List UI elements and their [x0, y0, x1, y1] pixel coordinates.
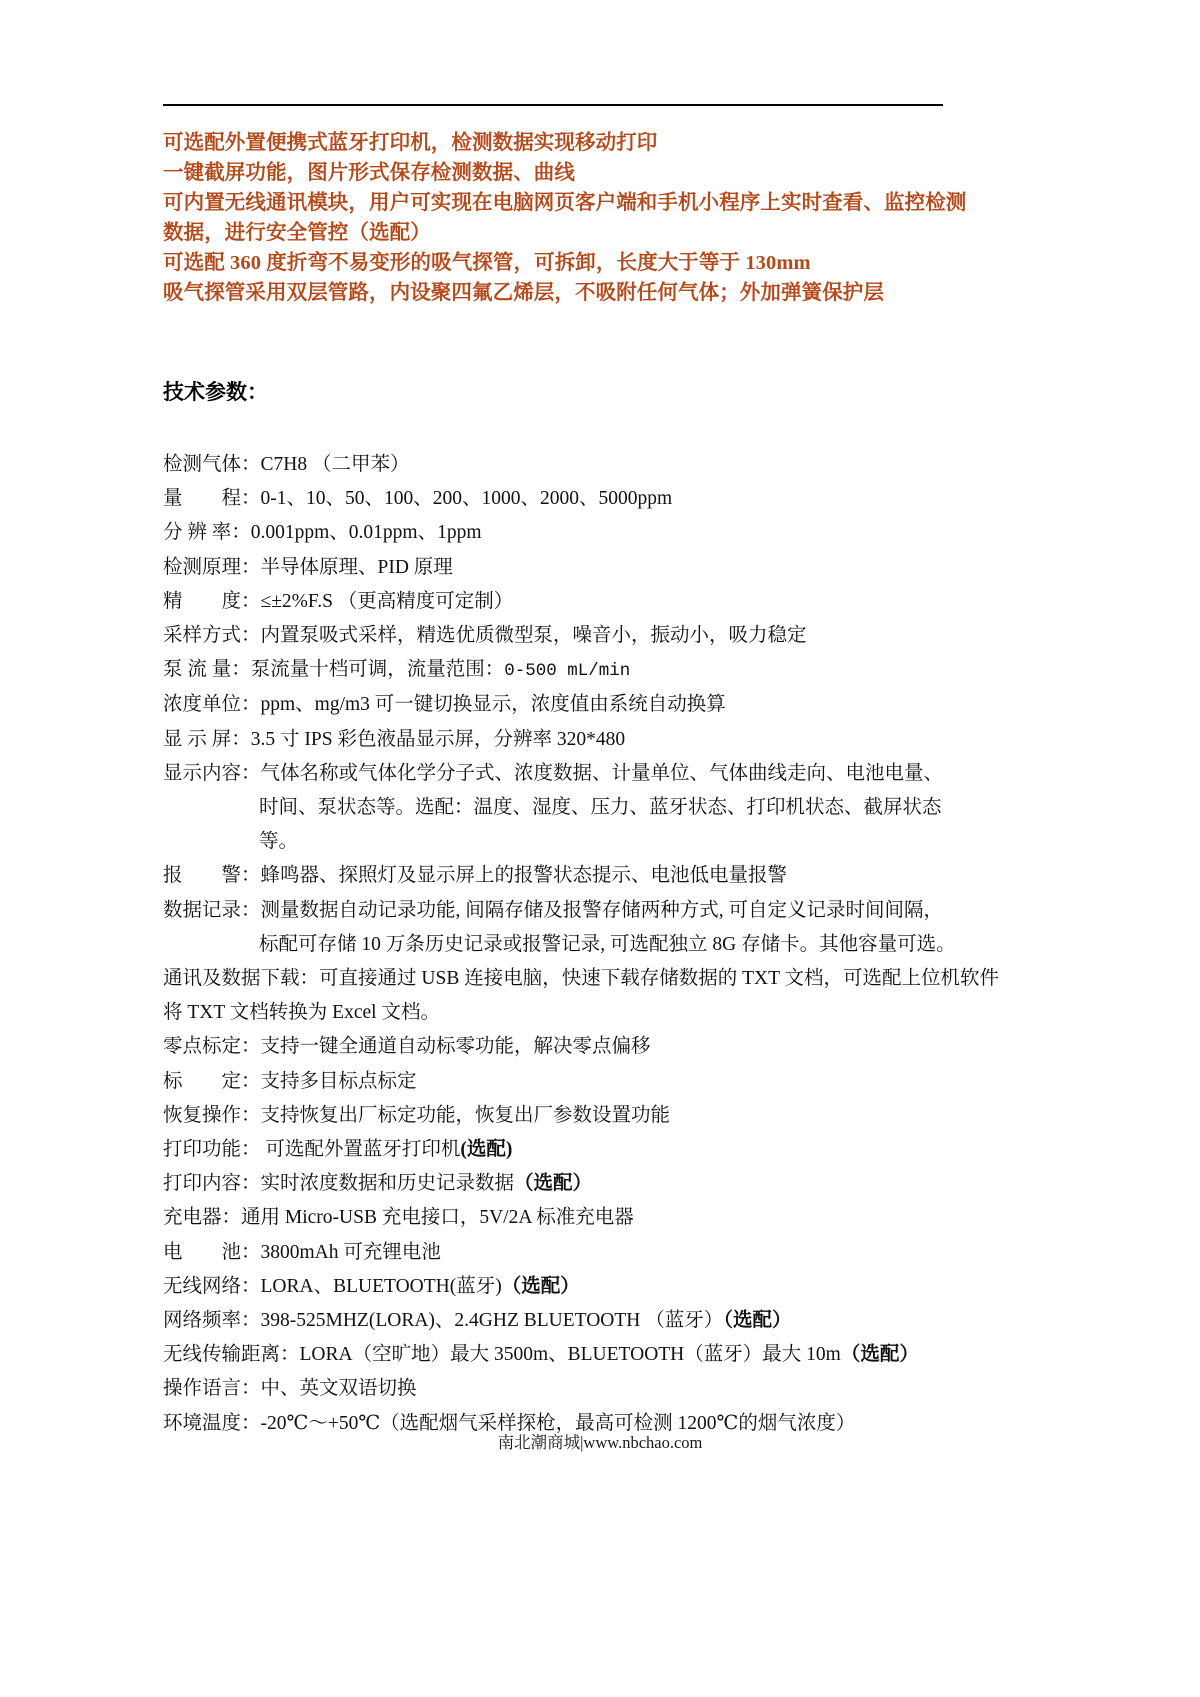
spec-label: 通讯及数据下载：: [163, 968, 320, 990]
optional-badge: （选配）: [514, 1173, 593, 1195]
spec-value: 可直接通过 USB 连接电脑，快速下载存储数据的 TXT 文档，可选配上位机软件将 TXT 文档转换为 Excel 文档。: [163, 968, 1000, 1024]
spec-value: LORA、BLUETOOTH(蓝牙): [260, 1275, 502, 1297]
spec-label: 打印功能：: [163, 1139, 261, 1161]
spec-value: -20℃～+50℃（选配烟气采样探枪，最高可检测 1200℃的烟气浓度）: [260, 1412, 856, 1434]
footer-watermark: 南北潮商城|www.nbchao.com: [497, 1433, 703, 1452]
spec-row: [163, 1133, 1003, 1167]
feature-line: 可选配 360 度折弯不易变形的吸气探管，可拆卸，长度大于等于 130mm: [163, 252, 811, 274]
spec-row: [163, 448, 1003, 482]
spec-label: 恢复操作：: [163, 1104, 261, 1126]
spec-label: 显 示 屏：: [163, 728, 251, 750]
page-title: 技术参数：: [163, 381, 268, 404]
spec-value: 0.001ppm、0.01ppm、1ppm: [250, 522, 482, 544]
spec-label: 量 程：: [163, 488, 261, 510]
spec-value: 398-525MHZ(LORA)、2.4GHZ BLUETOOTH （蓝牙）: [260, 1310, 724, 1332]
spec-label: 环境温度：: [163, 1412, 261, 1434]
spec-row: [163, 1099, 1003, 1133]
spec-label: 数据记录：: [163, 899, 261, 921]
spec-label: 零点标定：: [163, 1036, 261, 1058]
spec-value: 0-1、10、50、100、200、1000、2000、5000ppm: [260, 488, 673, 510]
optional-badge: （选配）: [501, 1275, 580, 1297]
spec-value: 通用 Micro-USB 充电接口，5V/2A 标准充电器: [241, 1207, 634, 1229]
spec-label: 浓度单位：: [163, 694, 261, 716]
feature-line: 可内置无线通讯模块，用户可实现在电脑网页客户端和手机小程序上实时查看、监控检测数据，进行安全管控（选配）: [163, 192, 967, 244]
spec-label: 无线网络：: [163, 1275, 261, 1297]
spec-value: 内置泵吸式采样，精选优质微型泵，噪音小，振动小，吸力稳定: [260, 625, 807, 647]
spec-label: 无线传输距离：: [163, 1344, 300, 1366]
spec-value: C7H8 （二甲苯）: [260, 454, 410, 475]
spec-value: ppm、mg/m3 可一键切换显示，浓度值由系统自动换算: [260, 694, 726, 716]
spec-label: 检测气体：: [163, 454, 261, 475]
spec-value: 支持多目标点标定: [260, 1070, 417, 1092]
feature-line: 可选配外置便携式蓝牙打印机，检测数据实现移动打印: [163, 132, 658, 154]
spec-value: 标配可存储 10 万条历史记录或报警记录, 可选配独立 8G 存储卡。其他容量可选。: [259, 933, 956, 955]
spec-label: 电 池：: [163, 1241, 261, 1263]
feature-highlight-block: [163, 128, 1003, 308]
spec-value: 测量数据自动记录功能, 间隔存储及报警存储两种方式, 可自定义记录时间间隔，: [260, 899, 944, 921]
spec-row: [163, 1338, 1003, 1372]
spec-row: [163, 653, 1003, 688]
spec-value: 可选配外置蓝牙打印机: [260, 1139, 461, 1161]
spec-value: 蜂鸣器、探照灯及显示屏上的报警状态提示、电池低电量报警: [260, 865, 788, 887]
feature-line: 一键截屏功能，图片形式保存检测数据、曲线: [163, 162, 575, 184]
spec-row: [163, 757, 1003, 791]
spec-row: [163, 928, 1003, 962]
spec-row: [163, 688, 1003, 722]
spec-row: [163, 791, 1003, 825]
spec-row: [163, 825, 1003, 859]
optional-badge: （选配）: [840, 1344, 919, 1366]
spec-value: 时间、泵状态等。选配：温度、湿度、压力、蓝牙状态、打印机状态、截屏状态: [259, 797, 942, 819]
spec-label: 操作语言：: [163, 1378, 261, 1400]
spec-value: 气体名称或气体化学分子式、浓度数据、计量单位、气体曲线走向、电池电量、: [260, 762, 944, 784]
spec-value: 中、英文双语切换: [260, 1378, 417, 1400]
spec-label: 充电器：: [163, 1207, 242, 1229]
header-divider: [163, 104, 943, 106]
spec-row: [163, 1030, 1003, 1064]
spec-label: 报 警：: [163, 865, 261, 887]
spec-row: [163, 1065, 1003, 1099]
spec-value: LORA（空旷地）最大 3500m、BLUETOOTH（蓝牙）最大 10m: [299, 1344, 841, 1366]
spec-row: [163, 894, 1003, 928]
spec-row: [163, 516, 1003, 550]
spec-row: [163, 1372, 1003, 1406]
optional-badge: （选配）: [723, 1310, 792, 1332]
spec-row: [163, 1201, 1003, 1235]
spec-value-mono: 0-500 mL/min: [504, 661, 631, 682]
specification-list: [163, 448, 1003, 1441]
spec-label: 显示内容：: [163, 762, 261, 784]
spec-row: [163, 1236, 1003, 1270]
spec-label: 分 辨 率：: [163, 522, 251, 544]
spec-row: [163, 859, 1003, 893]
spec-label: 检测原理：: [163, 556, 261, 578]
spec-value: 3.5 寸 IPS 彩色液晶显示屏，分辨率 320*480: [250, 728, 626, 750]
spec-value: 支持一键全通道自动标零功能，解决零点偏移: [260, 1036, 651, 1058]
spec-value: 泵流量十档可调，流量范围：: [250, 659, 505, 681]
spec-row: [163, 1167, 1003, 1201]
spec-row: [163, 723, 1003, 757]
spec-value: 3800mAh 可充锂电池: [260, 1241, 441, 1263]
spec-row: [163, 619, 1003, 653]
spec-value: 支持恢复出厂标定功能，恢复出厂参数设置功能: [260, 1104, 671, 1126]
spec-row: [163, 1304, 1003, 1338]
spec-row: [163, 585, 1003, 619]
spec-label: 标 定：: [163, 1070, 261, 1092]
spec-value: 实时浓度数据和历史记录数据: [260, 1173, 515, 1195]
spec-value: 半导体原理、PID 原理: [260, 556, 453, 578]
feature-line: 吸气探管采用双层管路，内设聚四氟乙烯层，不吸附任何气体；外加弹簧保护层: [163, 282, 884, 304]
spec-label: 精 度：: [163, 590, 261, 612]
spec-value: 等。: [259, 831, 299, 853]
spec-row: [163, 482, 1003, 516]
spec-row: [163, 962, 1003, 1030]
spec-label: 打印内容：: [163, 1173, 261, 1195]
optional-badge: (选配): [460, 1139, 513, 1161]
spec-row: [163, 551, 1003, 585]
spec-label: 采样方式：: [163, 625, 261, 647]
spec-value: ≤±2%F.S （更高精度可定制）: [260, 590, 514, 612]
spec-label: 泵 流 量：: [163, 659, 251, 681]
spec-label: 网络频率：: [163, 1310, 261, 1332]
spec-row: [163, 1270, 1003, 1304]
